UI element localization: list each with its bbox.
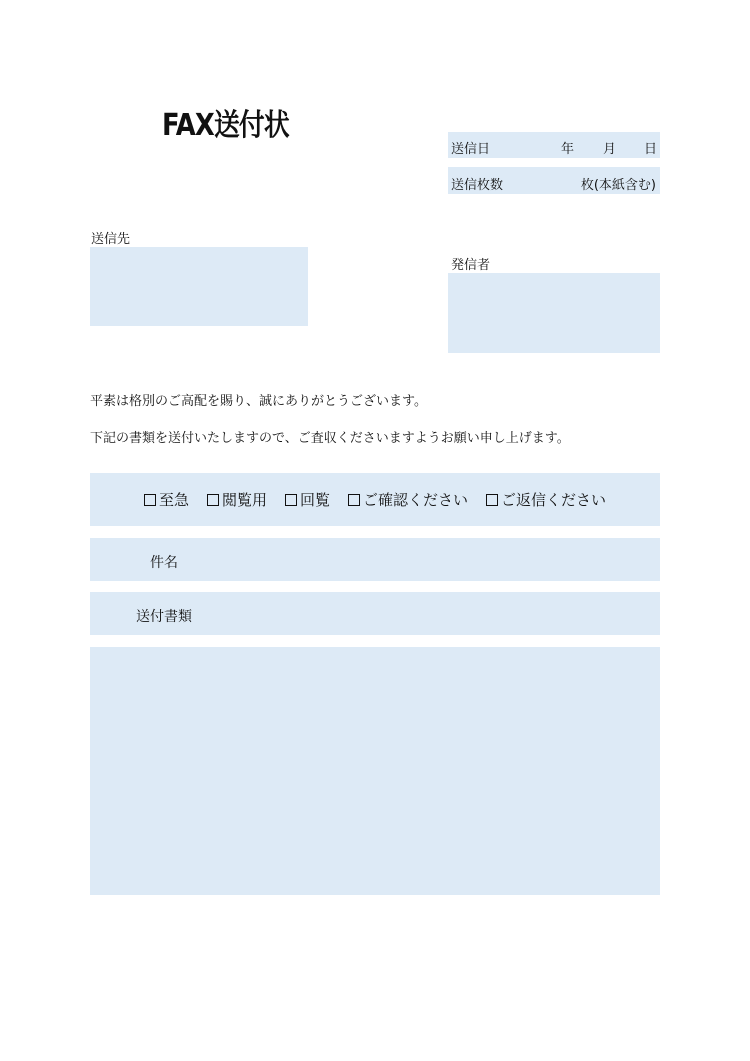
greeting-line: 平素は格別のご高配を賜り、誠にありがとうございます。 [90, 394, 427, 409]
subject-label: 件名 [150, 555, 178, 571]
sender-box[interactable] [448, 273, 660, 353]
checkbox-label: 閲覧用 [221, 491, 267, 509]
send-date-label: 送信日 [451, 142, 491, 157]
checkbox-for-viewing[interactable] [207, 489, 267, 510]
checkbox-label: 回覧 [299, 491, 330, 509]
recipient-box[interactable] [90, 247, 308, 326]
page-count-field[interactable] [448, 167, 660, 194]
page-title: FAX送付状 [162, 108, 289, 143]
checkbox-please-reply[interactable] [486, 489, 606, 510]
send-date-field[interactable] [448, 132, 660, 158]
year-label: 年 [561, 142, 575, 157]
checkbox-circulate[interactable] [285, 489, 330, 510]
checkbox-square-icon[interactable] [348, 494, 360, 506]
documents-field[interactable] [90, 592, 660, 635]
checkbox-label: 至急 [158, 491, 189, 509]
checkbox-label: ご確認ください [363, 491, 469, 509]
checkbox-square-icon[interactable] [207, 494, 219, 506]
request-line: 下記の書類を送付いたしますので、ご査収くださいますようお願い申し上げます。 [90, 431, 570, 446]
recipient-label: 送信先 [91, 232, 131, 247]
page-count-label: 送信枚数 [451, 178, 504, 193]
subject-field[interactable] [90, 538, 660, 581]
checkbox-square-icon[interactable] [486, 494, 498, 506]
checkbox-square-icon[interactable] [285, 494, 297, 506]
sender-label: 発信者 [451, 258, 491, 273]
checkbox-label: ご返信ください [501, 491, 607, 509]
month-label: 月 [603, 142, 617, 157]
checkbox-please-confirm[interactable] [348, 489, 468, 510]
checkbox-row [90, 473, 660, 526]
page-count-suffix: 枚(本紙含む) [580, 178, 656, 193]
checkbox-urgent[interactable] [144, 489, 189, 510]
checkbox-square-icon[interactable] [144, 494, 156, 506]
day-label: 日 [644, 142, 658, 157]
documents-label: 送付書類 [136, 609, 192, 625]
notes-area[interactable] [90, 647, 660, 895]
